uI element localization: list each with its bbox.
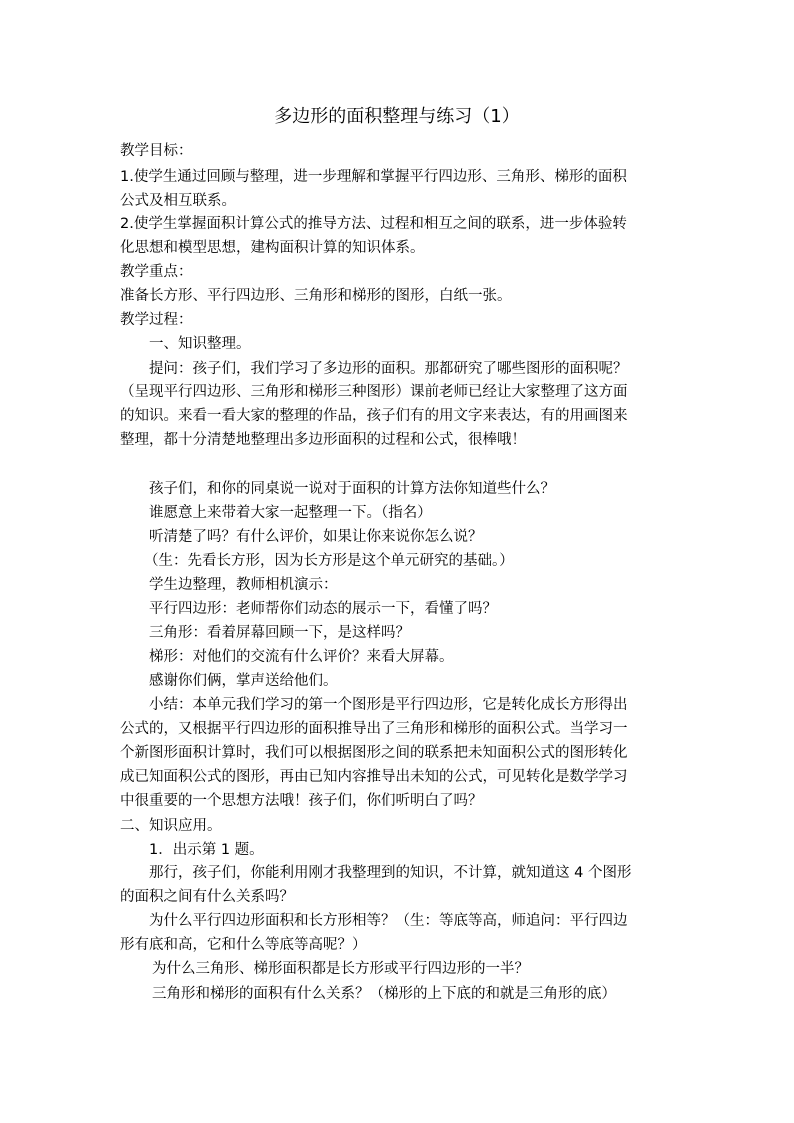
text-line: 公式及相互联系。 [120, 193, 236, 209]
page-title: 多边形的面积整理与练习（1） [274, 106, 520, 127]
text-line: 形有底和高，它和什么等底等高呢？） [120, 937, 367, 953]
text-line: 感谢你们俩，掌声送给他们。 [149, 673, 338, 689]
text-line: 听清楚了吗？有什么评价，如果让你来说你怎么说？ [149, 529, 483, 545]
text-line: 学生边整理，教师相机演示： [149, 577, 338, 593]
text-line: 准备长方形、平行四边形、三角形和梯形的图形，白纸一张。 [120, 288, 512, 304]
text-line: 平行四边形：老师帮你们动态的展示一下，看懂了吗？ [149, 601, 497, 617]
text-line: 整理，都十分清楚地整理出多边形面积的过程和公式，很棒哦！ [120, 432, 526, 448]
text-line: 三角形：看着屏幕回顾一下，是这样吗？ [149, 625, 410, 641]
text-line: 的面积之间有什么关系吗？ [120, 889, 294, 905]
text-line: 中很重要的一个思想方法哦！孩子们，你们听明白了吗？ [120, 793, 483, 809]
text-line: 教学重点： [120, 264, 193, 280]
text-line: 为什么平行四边形面积和长方形相等？（生：等底等高，师追问：平行四边 [149, 913, 628, 929]
text-line: 1.使学生通过回顾与整理，进一步理解和掌握平行四边形、三角形、梯形的面积 [120, 169, 627, 185]
text-line: 三角形和梯形的面积有什么关系？（梯形的上下底的和就是三角形的底） [152, 986, 616, 1002]
text-line: 化思想和模型思想，建构面积计算的知识体系。 [120, 240, 425, 256]
text-line: 小结：本单元我们学习的第一个图形是平行四边形，它是转化成长方形得出 [149, 697, 628, 713]
text-line: 教学过程： [120, 312, 193, 328]
text-line: 教学目标： [120, 143, 193, 159]
text-line: 那行，孩子们，你能利用刚才我整理到的知识，不计算，就知道这 4 个图形 [149, 865, 632, 881]
text-line: 的知识。来看一看大家的整理的作品，孩子们有的用文字来表达，有的用画图来 [120, 408, 628, 424]
text-line: （呈现平行四边形、三角形和梯形三种图形）课前老师已经让大家整理了这方面 [120, 384, 628, 400]
text-line: 为什么三角形、梯形面积都是长方形或平行四边形的一半？ [152, 961, 529, 977]
section-heading: 二、知识应用。 [120, 818, 222, 834]
text-line: 成已知面积公式的图形，再由已知内容推导出未知的公式，可见转化是数学学习 [120, 769, 628, 785]
text-line: 2.使学生掌握面积计算公式的推导方法、过程和相互之间的联系，进一步体验转 [120, 216, 627, 232]
text-line: 公式的，又根据平行四边形的面积推导出了三角形和梯形的面积公式。当学习一 [120, 721, 628, 737]
text-line: 孩子们，和你的同桌说一说对于面积的计算方法你知道些什么？ [149, 481, 555, 497]
text-line: 1．出示第 1 题。 [149, 842, 264, 858]
text-line: 个新图形面积计算时，我们可以根据图形之间的联系把未知面积公式的图形转化 [120, 745, 628, 761]
text-line: （生：先看长方形，因为长方形是这个单元研究的基础。） [144, 553, 514, 569]
text-line: 谁愿意上来带着大家一起整理一下。（指名） [149, 505, 432, 521]
text-line: 梯形：对他们的交流有什么评价？来看大屏幕。 [149, 649, 454, 665]
text-line: 提问：孩子们，我们学习了多边形的面积。那都研究了哪些图形的面积呢？ [149, 361, 628, 377]
section-heading: 一、知识整理。 [149, 336, 251, 352]
